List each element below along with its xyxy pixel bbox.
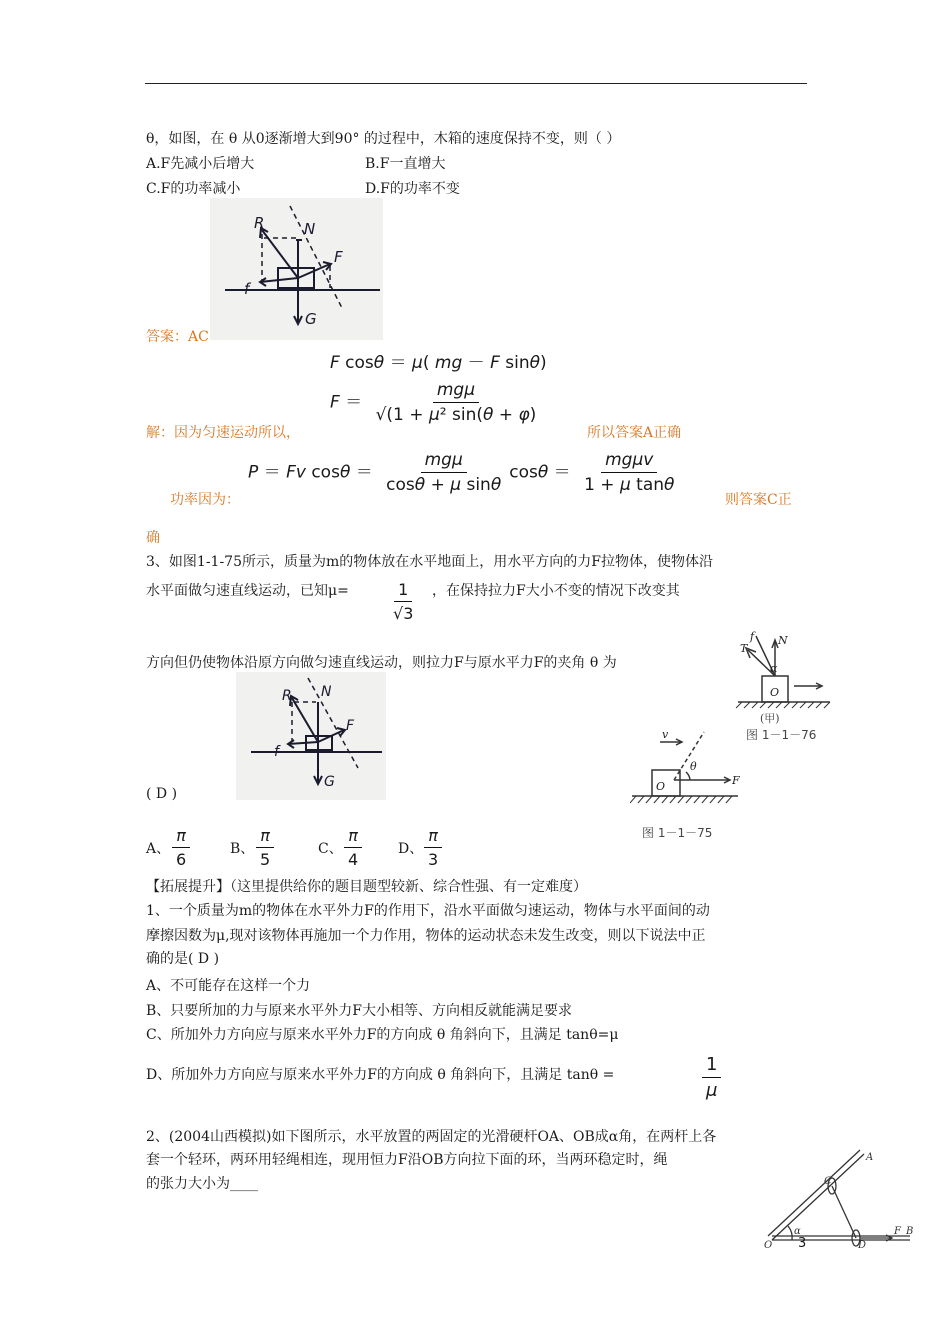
figure-76-svg: [734, 628, 834, 718]
svg-text:θ: θ: [690, 760, 697, 773]
figure-1-1-75: [630, 728, 742, 842]
q3-line2a: 水平面做匀速直线运动，已知μ=: [146, 583, 349, 599]
svg-text:α: α: [794, 1226, 801, 1237]
ext-q1-option-d: D、所加外力方向应与原来水平外力F的方向成 θ 角斜向下，且满足 tanθ =: [146, 1067, 615, 1083]
ext-q1-line3: 确的是( D ): [146, 951, 220, 967]
ext-q2-line2: 套一个轻环，两环用轻绳相连，现用恒力F沿OB方向拉下面的环，当两环稳定时，绳: [146, 1152, 668, 1168]
ext-q1-option-c: C、所加外力方向应与原来水平外力F的方向成 θ 角斜向下，且满足 tanθ=μ: [146, 1027, 619, 1043]
q3-opt-d: D、: [398, 841, 424, 857]
svg-text:v: v: [662, 728, 669, 741]
q3-opt-d-frac: $\frac{\pi}{3}$: [420, 826, 446, 869]
figure-76-caption: 图 1－1－76: [746, 728, 817, 742]
svg-text:f: f: [750, 630, 755, 643]
q3-opt-a-frac: $\frac{\pi}{6}$: [168, 826, 194, 869]
svg-text:A: A: [866, 1152, 874, 1163]
mu-fraction: $\frac{1}{√3}$: [393, 580, 414, 623]
option-b: B.F一直增大: [365, 156, 446, 172]
power-tail-2: 确: [146, 530, 160, 546]
ext-q2-line1: 2、(2004山西模拟)如下图所示，水平放置的两固定的光滑硬杆OA、OB成α角，在两杆上各: [146, 1129, 717, 1145]
option-a: A.F先减小后增大: [146, 156, 255, 172]
svg-text:f: f: [274, 744, 279, 760]
one-over-mu: $\frac{1}{\mu}$: [698, 1054, 725, 1101]
q3-opt-c: C、: [318, 841, 343, 857]
svg-text:O: O: [764, 1240, 773, 1248]
svg-text:G: G: [305, 310, 317, 328]
header-rule: [145, 83, 807, 84]
page-number: 3: [798, 1236, 807, 1251]
rod-diagram: [762, 1148, 918, 1248]
option-d: D.F的功率不变: [365, 181, 460, 197]
svg-text:F: F: [894, 1226, 901, 1237]
svg-text:B: B: [906, 1226, 914, 1237]
question-intro: θ，如图，在 θ 从0逐渐增大到90° 的过程中，木箱的速度保持不变，则（ ）: [146, 131, 621, 147]
svg-text:G: G: [324, 774, 335, 790]
answer-label: 答案：AC: [146, 329, 209, 345]
svg-text:O: O: [770, 686, 780, 699]
q3-line2b: ，在保持拉力F大小不变的情况下改变其: [432, 583, 680, 599]
svg-text:F: F: [346, 718, 355, 734]
extension-heading: 【拓展提升】（这里提供给你的题目题型较新、综合性强、有一定难度）: [146, 879, 587, 895]
svg-text:R: R: [254, 214, 265, 232]
ext-q2-line3: 的张力大小为____: [146, 1176, 258, 1192]
svg-text:N: N: [778, 634, 788, 647]
q3-line1: 3、如图1-1-75所示，质量为m的物体放在水平地面上，用水平方向的力F拉物体，使物体沿: [146, 554, 713, 570]
figure-75-svg: [630, 728, 742, 808]
svg-text:D: D: [858, 1240, 867, 1248]
rod-diagram-svg: [762, 1148, 918, 1248]
figure-76-sub: (甲): [760, 712, 780, 725]
option-c: C.F的功率减小: [146, 181, 241, 197]
force-diagram-2: [236, 672, 386, 800]
ext-q1-option-a: A、不可能存在这样一个力: [146, 978, 311, 994]
svg-text:α: α: [770, 662, 778, 675]
svg-text:F: F: [334, 248, 343, 266]
svg-text:O: O: [656, 780, 666, 793]
power-lead: 功率因为：: [170, 492, 240, 508]
q3-opt-b-frac: $\frac{\pi}{5}$: [252, 826, 278, 869]
equation-2: F ＝ $\frac{\text{mgμ}}{\text{√(1 + μ² sin(θ + φ)}}$: [330, 380, 537, 425]
power-tail: 则答案C正: [725, 492, 792, 508]
force-diagram-2-svg: [236, 672, 386, 800]
equation-3: P ＝ Fv cosθ ＝ $\frac{\text{mgμ}}{\text{cosθ + μ sinθ}}$ cosθ ＝ $\frac{\text{mgμv}}{\text{1 + μ tanθ}}$: [248, 450, 675, 495]
q3-line3: 方向但仍使物体沿原方向做匀速直线运动，则拉力F与原水平力F的夹角 θ 为: [146, 655, 617, 671]
svg-text:N: N: [304, 220, 316, 238]
figure-75-caption: 图 1－1－75: [642, 826, 713, 840]
svg-text:R: R: [282, 688, 292, 704]
svg-text:C: C: [824, 1176, 832, 1187]
svg-text:N: N: [321, 684, 332, 700]
q3-answer: ( D ): [146, 786, 178, 802]
ext-q1-line2: 摩擦因数为μ,现对该物体再施加一个力作用，物体的运动状态未发生改变，则以下说法中正: [146, 928, 706, 944]
force-diagram-1-svg: [210, 198, 383, 340]
q3-opt-a: A、: [146, 841, 171, 857]
figure-1-1-76: [734, 628, 834, 748]
equation-1: F cosθ ＝ μ( mg － F sinθ): [330, 353, 547, 373]
svg-text:T: T: [740, 642, 748, 655]
svg-text:f: f: [244, 280, 250, 298]
solution-tail: 所以答案A正确: [587, 425, 682, 441]
q3-opt-c-frac: $\frac{\pi}{4}$: [340, 826, 366, 869]
force-diagram-1: [210, 198, 383, 340]
solution-lead: 解：因为匀速运动所以，: [146, 425, 300, 441]
ext-q1-option-b: B、只要所加的力与原来水平外力F大小相等、方向相反就能满足要求: [146, 1003, 573, 1019]
svg-text:F: F: [732, 774, 740, 787]
q3-opt-b: B、: [230, 841, 255, 857]
ext-q1-line1: 1、一个质量为m的物体在水平外力F的作用下，沿水平面做匀速运动，物体与水平面间的动: [146, 903, 710, 919]
